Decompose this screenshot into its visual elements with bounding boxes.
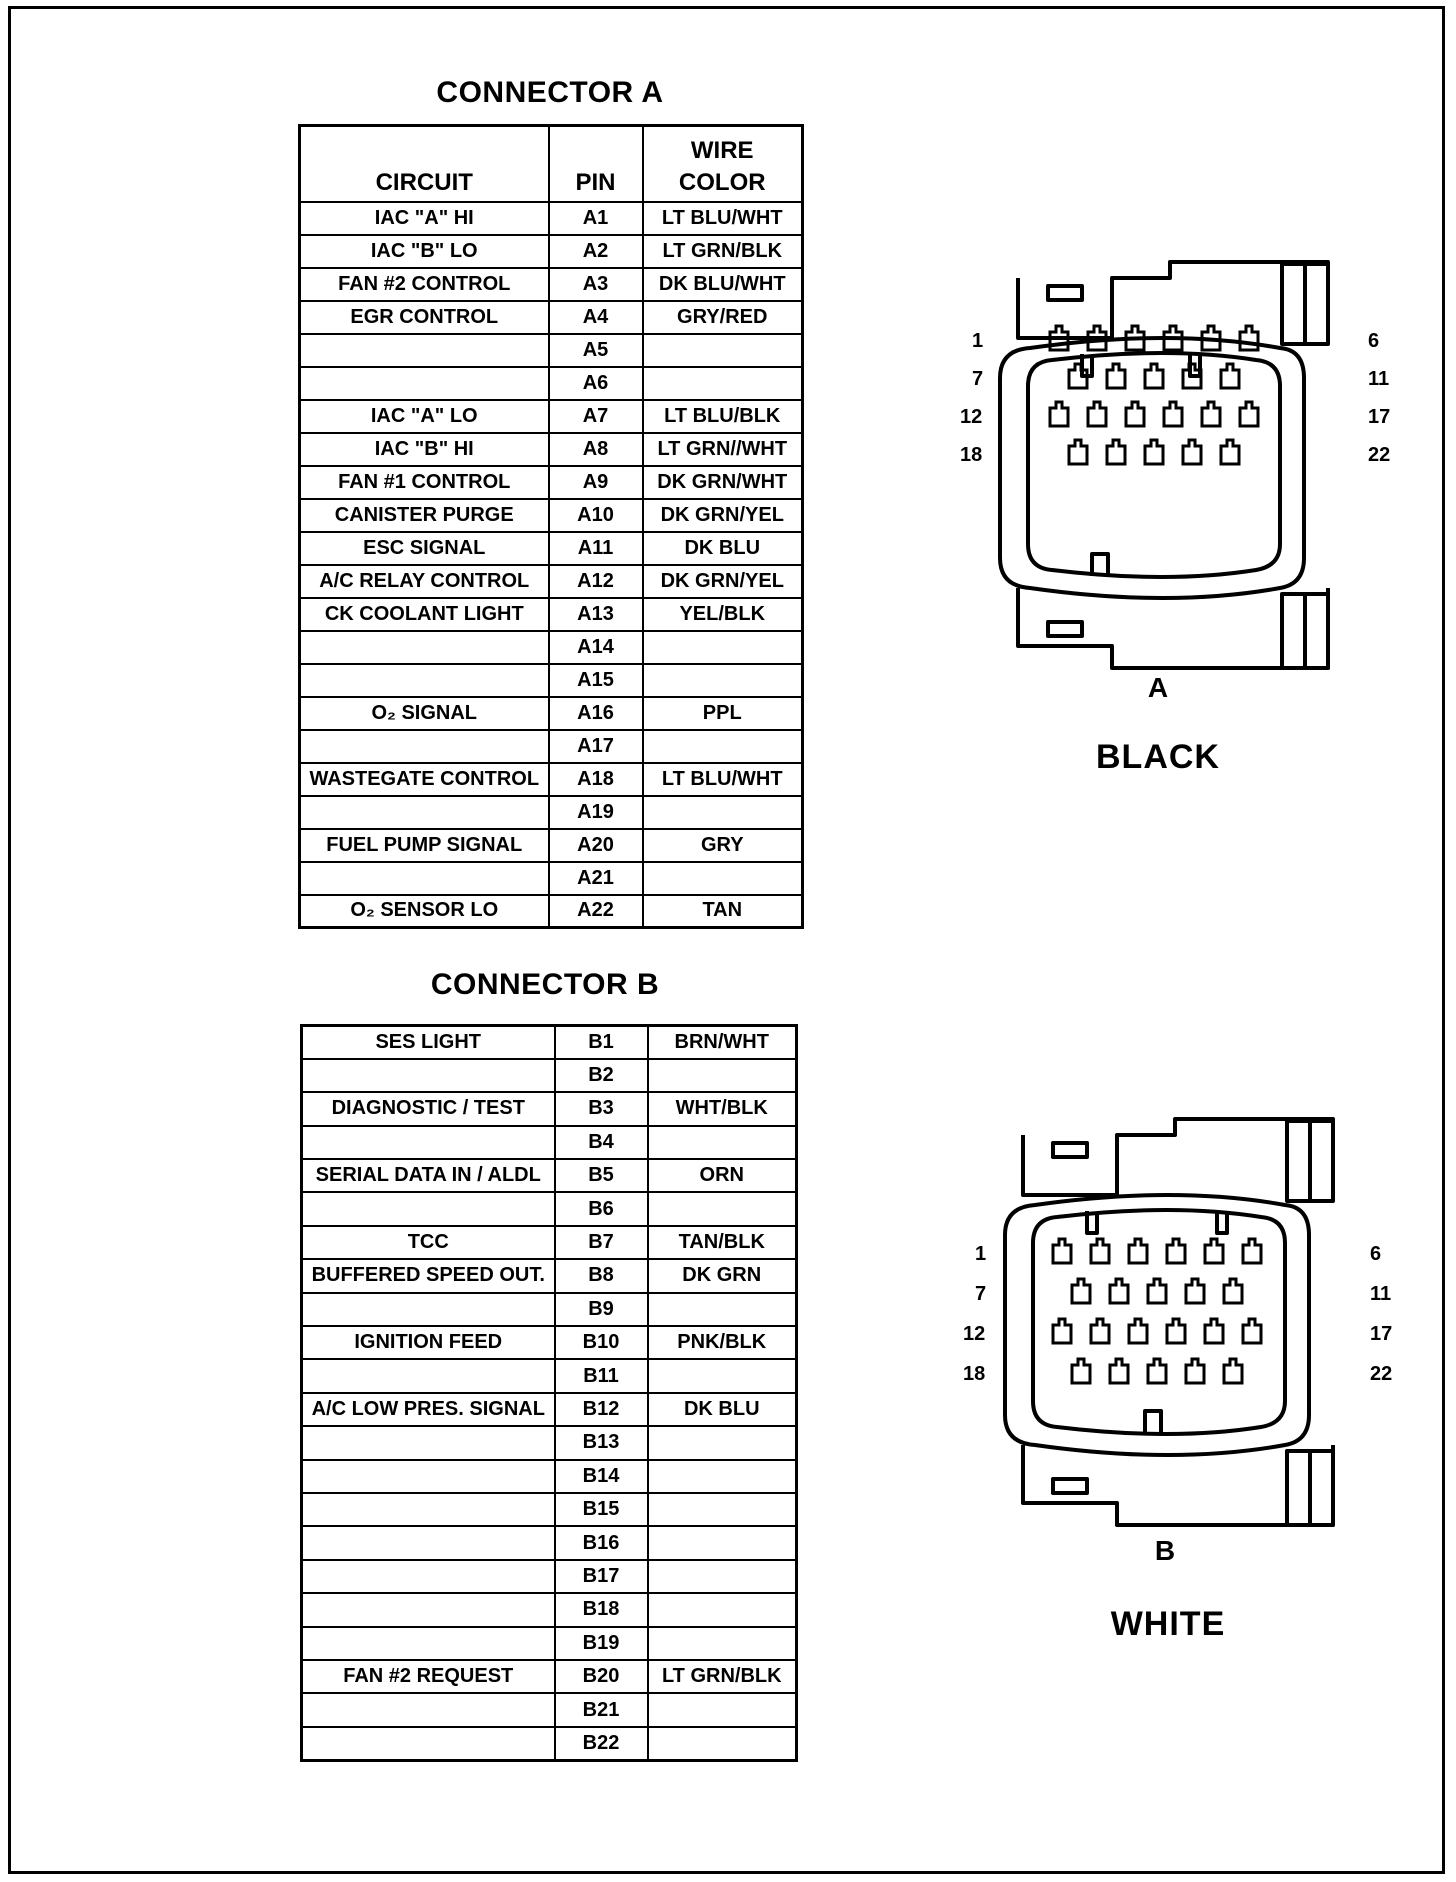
table-row [302,1727,797,1760]
circuit-cell: IGNITION FEED [302,1326,555,1359]
wire-color-cell [643,862,803,895]
wire-color-cell: DK BLU/WHT [643,268,803,301]
pin-cell: B6 [555,1192,648,1225]
wire-color-cell: BRN/WHT [648,1026,797,1059]
circuit-cell [300,664,549,697]
table-row [302,1126,797,1159]
wire-color-cell: DK BLU [643,532,803,565]
connector-a-table [298,124,804,929]
pin-cell: B19 [555,1627,648,1660]
wire-color-cell [643,631,803,664]
pin-label-18: 18 [963,1363,986,1385]
pin-label-6: 6 [1368,330,1380,352]
circuit-cell: IAC "A" HI [300,202,549,235]
pin-cavity-icon [1205,1319,1223,1343]
pin-cavity-icon [1243,1319,1261,1343]
table-row [300,532,803,565]
table-row [302,1526,797,1559]
wire-color-cell [648,1560,797,1593]
wire-color-cell: GRY/RED [643,301,803,334]
wire-color-cell: LT BLU/BLK [643,400,803,433]
circuit-cell [300,796,549,829]
circuit-cell [300,367,549,400]
pin-label-17: 17 [1370,1323,1393,1345]
circuit-cell: FAN #2 REQUEST [302,1660,555,1693]
wire-color-cell: LT GRN/BLK [643,235,803,268]
wire-color-cell: DK GRN/YEL [643,499,803,532]
pin-cavity-icon [1224,1279,1242,1303]
table-row [302,1226,797,1259]
connector-a-letter: A [1147,672,1169,703]
pin-cell: B18 [555,1593,648,1626]
wire-color-cell [648,1293,797,1326]
table-row [302,1660,797,1693]
pin-cavity-icon [1224,1359,1242,1383]
pin-cell: A13 [549,598,643,631]
circuit-cell [302,1560,555,1593]
connector-b-color-label: WHITE [1110,1605,1226,1643]
pin-cavity-icon [1183,440,1201,464]
pin-cell: B1 [555,1026,648,1059]
wire-color-cell [643,796,803,829]
pin-label-1: 1 [972,330,984,352]
connector-a-title: CONNECTOR A [436,76,664,109]
pin-cavity-icon [1072,1359,1090,1383]
wire-color-cell [648,1526,797,1559]
pin-cell: B2 [555,1059,648,1092]
pin-cell: B5 [555,1159,648,1192]
wire-color-cell: YEL/BLK [643,598,803,631]
wire-color-cell [648,1593,797,1626]
table-row [300,400,803,433]
table-row [300,763,803,796]
wire-color-cell: ORN [648,1159,797,1192]
wire-color-cell: DK GRN [648,1259,797,1292]
pin-cell: A9 [549,466,643,499]
circuit-cell [302,1526,555,1559]
pin-cell: B20 [555,1660,648,1693]
table-row [302,1460,797,1493]
connector-b-table [300,1024,798,1762]
pin-cavity-icon [1088,402,1106,426]
pin-cavity-icon [1072,1279,1090,1303]
connector-a-drawing [940,258,1410,698]
pin-cell: B15 [555,1493,648,1526]
circuit-cell [302,1126,555,1159]
connector-a-diagram [940,258,1410,778]
pin-cell: A15 [549,664,643,697]
pin-cell: B11 [555,1359,648,1392]
table-row [300,565,803,598]
pin-cavity-icon [1129,1319,1147,1343]
circuit-cell: IAC "A" LO [300,400,549,433]
circuit-cell [302,1693,555,1726]
circuit-cell: SERIAL DATA IN / ALDL [302,1159,555,1192]
pin-cavity-icon [1221,440,1239,464]
circuit-cell: TCC [302,1226,555,1259]
wire-color-cell [643,334,803,367]
pin-cell: A4 [549,301,643,334]
connector-b-title: CONNECTOR B [430,968,660,1001]
circuit-cell [302,1293,555,1326]
pin-cell: A16 [549,697,643,730]
pin-cavity-icon [1126,402,1144,426]
table-row [300,367,803,400]
wire-color-cell: DK GRN/YEL [643,565,803,598]
circuit-cell: CK COOLANT LIGHT [300,598,549,631]
pin-cavity-icon [1205,1239,1223,1263]
pin-cell: A7 [549,400,643,433]
table-row [302,1493,797,1526]
table-row [302,1627,797,1660]
circuit-cell [302,1359,555,1392]
table-row [302,1560,797,1593]
pin-cell: A11 [549,532,643,565]
circuit-cell: A/C LOW PRES. SIGNAL [302,1393,555,1426]
pin-cavity-icon [1069,440,1087,464]
pin-cavity-icon [1167,1239,1185,1263]
pin-cavity-icon [1110,1279,1128,1303]
pin-cavity-icon [1240,326,1258,350]
circuit-cell: FAN #1 CONTROL [300,466,549,499]
table-row [302,1326,797,1359]
table-row [302,1159,797,1192]
pin-cavity-icon [1148,1279,1166,1303]
pin-cavity-icon [1148,1359,1166,1383]
connector-b-letter: B [1154,1535,1176,1566]
pin-cell: B12 [555,1393,648,1426]
circuit-cell [302,1426,555,1459]
pin-cell: A22 [549,895,643,928]
table-row [302,1393,797,1426]
header-pin: PIN [549,126,643,202]
header-wire-color: WIRE COLOR [643,126,803,202]
table-row [300,730,803,763]
pin-cell: B16 [555,1526,648,1559]
wire-color-cell: LT BLU/WHT [643,763,803,796]
pin-cell: B7 [555,1226,648,1259]
table-row [300,235,803,268]
wire-color-cell [648,1460,797,1493]
pin-cavity-icon [1243,1239,1261,1263]
pin-cell: B10 [555,1326,648,1359]
pin-cavity-icon [1240,402,1258,426]
table-row [302,1693,797,1726]
table-row [300,697,803,730]
wire-color-cell [648,1693,797,1726]
wire-color-cell [643,664,803,697]
pin-cavity-icon [1221,364,1239,388]
table-row [302,1059,797,1092]
table-row [300,499,803,532]
pin-cavity-icon [1053,1319,1071,1343]
table-row [302,1593,797,1626]
pin-label-22: 22 [1368,444,1391,466]
circuit-cell [302,1727,555,1760]
pin-cavity-icon [1145,440,1163,464]
table-row [300,301,803,334]
wire-color-cell [648,1059,797,1092]
table-row [300,664,803,697]
table-row [302,1259,797,1292]
circuit-cell: ESC SIGNAL [300,532,549,565]
pin-cavity-icon [1050,402,1068,426]
pin-cavity-icon [1186,1279,1204,1303]
wire-color-cell: PNK/BLK [648,1326,797,1359]
wire-color-cell [648,1493,797,1526]
circuit-cell [300,334,549,367]
table-row [302,1359,797,1392]
table-row [300,862,803,895]
pin-cell: A14 [549,631,643,664]
pin-cell: A1 [549,202,643,235]
pin-cell: A20 [549,829,643,862]
table-row [300,433,803,466]
connector-b-diagram [945,1115,1415,1645]
pin-cavity-icon [1107,364,1125,388]
wire-color-cell [648,1426,797,1459]
table-row [300,895,803,928]
circuit-cell [300,631,549,664]
pin-cavity-icon [1145,364,1163,388]
circuit-cell: O₂ SIGNAL [300,697,549,730]
wire-color-cell: LT BLU/WHT [643,202,803,235]
circuit-cell: DIAGNOSTIC / TEST [302,1092,555,1125]
wire-color-cell: TAN [643,895,803,928]
pin-cell: A21 [549,862,643,895]
circuit-cell [302,1493,555,1526]
pin-cell: B8 [555,1259,648,1292]
table-row [300,631,803,664]
pin-label-1: 1 [975,1243,987,1265]
pin-cell: A6 [549,367,643,400]
pin-cell: B14 [555,1460,648,1493]
pin-cell: A19 [549,796,643,829]
circuit-cell: SES LIGHT [302,1026,555,1059]
table-row [300,202,803,235]
pin-cavity-icon [1164,402,1182,426]
pin-cavity-icon [1091,1239,1109,1263]
pin-cavity-icon [1110,1359,1128,1383]
connector-a-color-label: BLACK [1096,738,1220,776]
circuit-cell [300,730,549,763]
pin-cell: A17 [549,730,643,763]
wire-color-cell [648,1627,797,1660]
table-row [302,1293,797,1326]
pin-cell: A2 [549,235,643,268]
pin-cell: A18 [549,763,643,796]
wire-color-cell [648,1126,797,1159]
wire-color-cell: DK GRN/WHT [643,466,803,499]
table-row [300,598,803,631]
wire-color-cell: DK BLU [648,1393,797,1426]
circuit-cell [302,1593,555,1626]
wire-color-cell: GRY [643,829,803,862]
pin-cell: A5 [549,334,643,367]
connector-b-drawing [945,1115,1415,1555]
pin-label-18: 18 [960,444,983,466]
pin-cavity-icon [1053,1239,1071,1263]
circuit-cell: EGR CONTROL [300,301,549,334]
circuit-cell [302,1627,555,1660]
pin-label-11: 11 [1370,1283,1392,1305]
circuit-cell: BUFFERED SPEED OUT. [302,1259,555,1292]
table-row [300,829,803,862]
pin-label-6: 6 [1370,1243,1382,1265]
pin-label-12: 12 [960,406,983,428]
pin-cell: B22 [555,1727,648,1760]
table-row [302,1026,797,1059]
pin-cavity-icon [1186,1359,1204,1383]
circuit-cell: FAN #2 CONTROL [300,268,549,301]
pin-cavity-icon [1107,440,1125,464]
pin-cell: B4 [555,1126,648,1159]
table-row [300,796,803,829]
pin-cell: B3 [555,1092,648,1125]
circuit-cell: A/C RELAY CONTROL [300,565,549,598]
table-header-row [300,126,803,202]
pin-cavity-icon [1202,402,1220,426]
circuit-cell: O₂ SENSOR LO [300,895,549,928]
table-row [302,1426,797,1459]
pin-label-17: 17 [1368,406,1391,428]
circuit-cell: IAC "B" LO [300,235,549,268]
wire-color-cell: LT GRN/BLK [648,1660,797,1693]
circuit-cell: FUEL PUMP SIGNAL [300,829,549,862]
circuit-cell [300,862,549,895]
pin-cell: A8 [549,433,643,466]
circuit-cell [302,1059,555,1092]
pin-label-7: 7 [972,368,984,390]
pin-cell: A3 [549,268,643,301]
pin-cavity-icon [1167,1319,1185,1343]
circuit-cell [302,1460,555,1493]
pin-cell: B9 [555,1293,648,1326]
pin-cavity-icon [1091,1319,1109,1343]
pin-label-11: 11 [1368,368,1390,390]
pin-cell: A12 [549,565,643,598]
pin-cell: B13 [555,1426,648,1459]
wire-color-cell [648,1727,797,1760]
wire-color-cell: LT GRN//WHT [643,433,803,466]
pin-label-22: 22 [1370,1363,1393,1385]
pin-label-12: 12 [963,1323,986,1345]
table-row [300,268,803,301]
pin-cell: B17 [555,1560,648,1593]
wire-color-cell [643,367,803,400]
table-row [302,1192,797,1225]
table-row [300,466,803,499]
table-row [300,334,803,367]
table-row [302,1092,797,1125]
pin-label-7: 7 [975,1283,987,1305]
circuit-cell: IAC "B" HI [300,433,549,466]
wire-color-cell [648,1192,797,1225]
header-circuit: CIRCUIT [300,126,549,202]
wire-color-cell: TAN/BLK [648,1226,797,1259]
circuit-cell: CANISTER PURGE [300,499,549,532]
pin-cell: A10 [549,499,643,532]
wire-color-cell [643,730,803,763]
wire-color-cell: PPL [643,697,803,730]
pin-cell: B21 [555,1693,648,1726]
pin-cavity-icon [1129,1239,1147,1263]
wire-color-cell: WHT/BLK [648,1092,797,1125]
wire-color-cell [648,1359,797,1392]
circuit-cell: WASTEGATE CONTROL [300,763,549,796]
circuit-cell [302,1192,555,1225]
